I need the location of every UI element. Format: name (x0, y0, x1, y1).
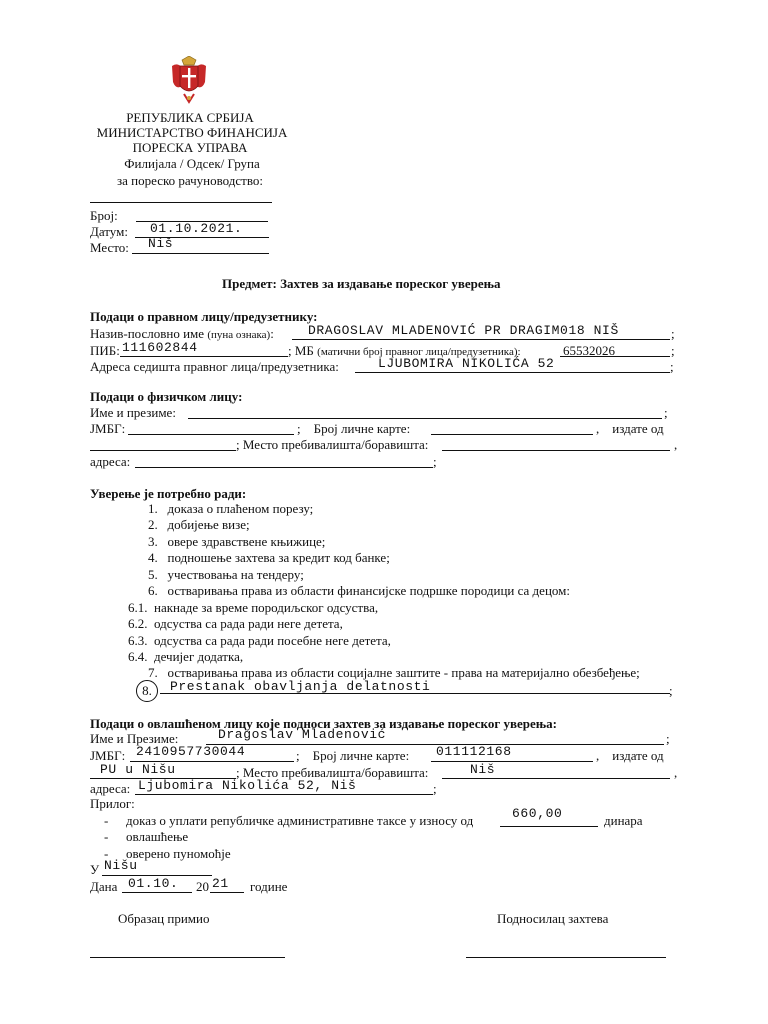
year-value: 21 (212, 876, 229, 891)
purpose-heading: Уверење је потребно ради: (90, 486, 247, 501)
person-id-line (431, 434, 593, 435)
purpose-item-text: овере здравствене књижице; (167, 534, 326, 549)
purpose-item (148, 583, 570, 599)
received-signature-line (90, 957, 285, 958)
year-prefix: 20 (196, 879, 209, 894)
purpose-item (128, 633, 391, 649)
purpose-item (148, 501, 313, 517)
legal-name-value: DRAGOSLAV MLADENOVIĆ PR DRAGIM018 NIŠ (308, 323, 619, 338)
purpose-item-num: 6. (148, 583, 158, 598)
date-label: Датум: (90, 224, 128, 239)
header-administration: ПОРЕСКА УПРАВА (132, 140, 248, 155)
authorized-residence-label: Место пребивалишта/боравишта: (242, 765, 429, 780)
person-residence-comma: , (674, 437, 678, 452)
purpose-item-8 (136, 680, 158, 702)
person-name-semi: ; (664, 405, 668, 420)
header-ministry: МИНИСТАРСТВО ФИНАНСИЈА (96, 125, 288, 140)
authorized-name-value: Dragoslav Mladenović (218, 727, 387, 742)
mb-label: МБ (294, 343, 314, 358)
authorized-issued-label: издате од (612, 748, 664, 763)
authorized-id-row: ; Број личне карте: (296, 748, 410, 763)
header-branch: Филијала / Одсек/ Група (124, 156, 260, 171)
dash: - (104, 829, 109, 844)
purpose-item (148, 517, 250, 533)
purpose-item-text: остваривања права из области финансијске подршке породици са децом: (167, 583, 570, 598)
legal-name-line (292, 339, 670, 340)
dash: - (104, 813, 109, 828)
place-line (132, 253, 269, 254)
authorized-jmbg-label: ЈМБГ: (90, 748, 126, 763)
authorized-issued-value: PU u Nišu (100, 762, 176, 777)
authorized-id-value: 011112168 (436, 744, 512, 759)
authorized-address-semi: ; (433, 781, 437, 796)
legal-address-label: Адреса седишта правног лица/предузетника: (90, 359, 339, 374)
purpose-item-8-semi: ; (669, 683, 673, 698)
applicant-label: Подносилац захтева (497, 911, 609, 926)
person-id-label: Број личне карте: (313, 421, 411, 436)
fee-line (500, 826, 598, 827)
mb-row: ; МБ (матични број правног лица/предузетника): (288, 343, 521, 358)
selected-option-circle: 8. (136, 680, 158, 702)
authorized-jmbg-value: 2410957730044 (136, 744, 246, 759)
purpose-item (148, 534, 325, 550)
place-label: Место: (90, 240, 129, 255)
purpose-item-num: 1. (148, 501, 158, 516)
legal-heading: Подаци о правном лицу/предузетнику: (90, 309, 318, 324)
purpose-item (128, 616, 343, 632)
purpose-item (148, 550, 390, 566)
attachment-authorization: овлашћење (126, 829, 189, 844)
branch-line (90, 202, 272, 203)
purpose-item-text: подношење захтева за кредит код банке; (167, 550, 390, 565)
authorized-residence-comma: , (674, 765, 678, 780)
year-line (210, 892, 244, 893)
authorized-heading: Подаци о овлашћеном лицу које подноси захтев за издавање пореског уверења: (90, 716, 557, 731)
person-name-line (188, 418, 662, 419)
subject-title: Предмет: Захтев за издавање пореског уверења (222, 276, 501, 291)
purpose-item-text: дечијег додатка, (154, 649, 244, 664)
attachment-fee-row (104, 813, 473, 829)
mb-value: 65532026 (563, 343, 615, 358)
applicant-signature-line (466, 957, 666, 958)
purpose-item (128, 649, 243, 665)
purpose-item (148, 567, 304, 583)
attachments-heading: Прилог: (90, 796, 135, 811)
purpose-item (128, 600, 378, 616)
purpose-item-num: 6.1. (128, 600, 148, 615)
attachment-authorization-row (104, 829, 188, 845)
authorized-residence-line (442, 778, 670, 779)
header-republic: РЕПУБЛИКА СРБИЈА (126, 110, 254, 125)
authorized-address-line (135, 794, 433, 795)
fee-value: 660,00 (512, 806, 563, 821)
coat-of-arms-icon (170, 56, 208, 106)
purpose-item-num: 6.2. (128, 616, 148, 631)
person-heading: Подаци о физичком лицу: (90, 389, 243, 404)
person-issued-line (90, 450, 236, 451)
authorized-issued-row: , издате од (596, 748, 664, 763)
purpose-item-num: 6.4. (128, 649, 148, 664)
authorized-address-label: адреса: (90, 781, 131, 796)
received-label: Образац примио (118, 911, 210, 926)
in-label: У (90, 862, 100, 877)
legal-address-line (355, 372, 670, 373)
person-residence-row: ; Место пребивалишта/боравишта: (236, 437, 429, 452)
purpose-item-num: 2. (148, 517, 158, 532)
mb-hint: (матични број правног лица/предузетника): (317, 346, 521, 358)
purpose-item-num: 5. (148, 567, 158, 582)
authorized-id-label: Број личне карте: (312, 748, 410, 763)
authorized-name-label: Име и Презиме: (90, 731, 179, 746)
pib-line (120, 356, 288, 357)
person-address-label: адреса: (90, 454, 131, 469)
legal-name-semi: ; (671, 326, 675, 341)
purpose-item-num: 3. (148, 534, 158, 549)
person-name-label: Име и презиме: (90, 405, 176, 420)
authorized-name-line (206, 744, 664, 745)
legal-address-value: LJUBOMIRA NIKOLIĆA 52 (378, 356, 555, 371)
purpose-item-num: 7. (148, 665, 158, 680)
purpose-item-text: добијење визе; (167, 517, 250, 532)
authorized-name-semi: ; (666, 731, 670, 746)
day-label: Дана (90, 879, 118, 894)
purpose-item-num: 6.3. (128, 633, 148, 648)
day-value: 01.10. (128, 876, 179, 891)
purpose-item-8-value: Prestanak obavljanja delatnosti (170, 679, 431, 694)
attachment-proxy: оверено пуномоћје (126, 846, 231, 861)
person-address-semi: ; (433, 454, 437, 469)
authorized-address-value: Ljubomira Nikolića 52, Niš (138, 778, 357, 793)
day-line (122, 892, 192, 893)
purpose-item-num: 4. (148, 550, 158, 565)
person-address-line (135, 467, 433, 468)
purpose-item-text: доказа о плаћеном порезу; (167, 501, 314, 516)
authorized-id-line (431, 761, 593, 762)
person-residence-label: Место пребивалишта/боравишта: (242, 437, 429, 452)
person-issued-label: издате од (612, 421, 664, 436)
attachment-fee-text: доказ о уплати републичке административне таксе у износу од (126, 813, 474, 828)
legal-address-semi: ; (670, 359, 674, 374)
in-value: Nišu (104, 858, 138, 873)
place-value: Niš (148, 236, 174, 251)
purpose-item-text: одсуства са рада ради неге детета, (154, 616, 343, 631)
person-id-row: ; Број личне карте: (297, 421, 411, 436)
year-suffix: године (250, 879, 288, 894)
person-jmbg-label: ЈМБГ: (90, 421, 126, 436)
header-accounting: за пореско рачуноводство: (116, 173, 264, 188)
purpose-item-text: одсуства са рада ради посебне неге детета, (154, 633, 391, 648)
authorized-residence-value: Niš (470, 762, 496, 777)
purpose-item-text: накнаде за време породиљског одсуства, (154, 600, 379, 615)
fee-unit: динара (604, 813, 643, 828)
number-label: Број: (90, 208, 118, 223)
purpose-item-text: остваривања права из области социјалне заштите - права на материјално обезбеђење; (167, 665, 640, 680)
person-issued-row: , издате од (596, 421, 664, 436)
date-value: 01.10.2021. (150, 221, 243, 236)
person-jmbg-line (128, 434, 294, 435)
dash: - (104, 846, 109, 861)
pib-label: ПИБ: (90, 343, 120, 358)
person-residence-line (442, 450, 670, 451)
authorized-residence-row: ; Место пребивалишта/боравишта: (236, 765, 429, 780)
legal-name-label: Назив-пословно име (90, 326, 205, 341)
pib-value: 111602844 (122, 340, 198, 355)
legal-name-row: Назив-пословно име (пуна ознака): (90, 326, 274, 341)
mb-semi: ; (671, 343, 675, 358)
purpose-item-text: учествовања на тендеру; (167, 567, 304, 582)
legal-name-hint: (пуна ознака) (207, 329, 271, 341)
